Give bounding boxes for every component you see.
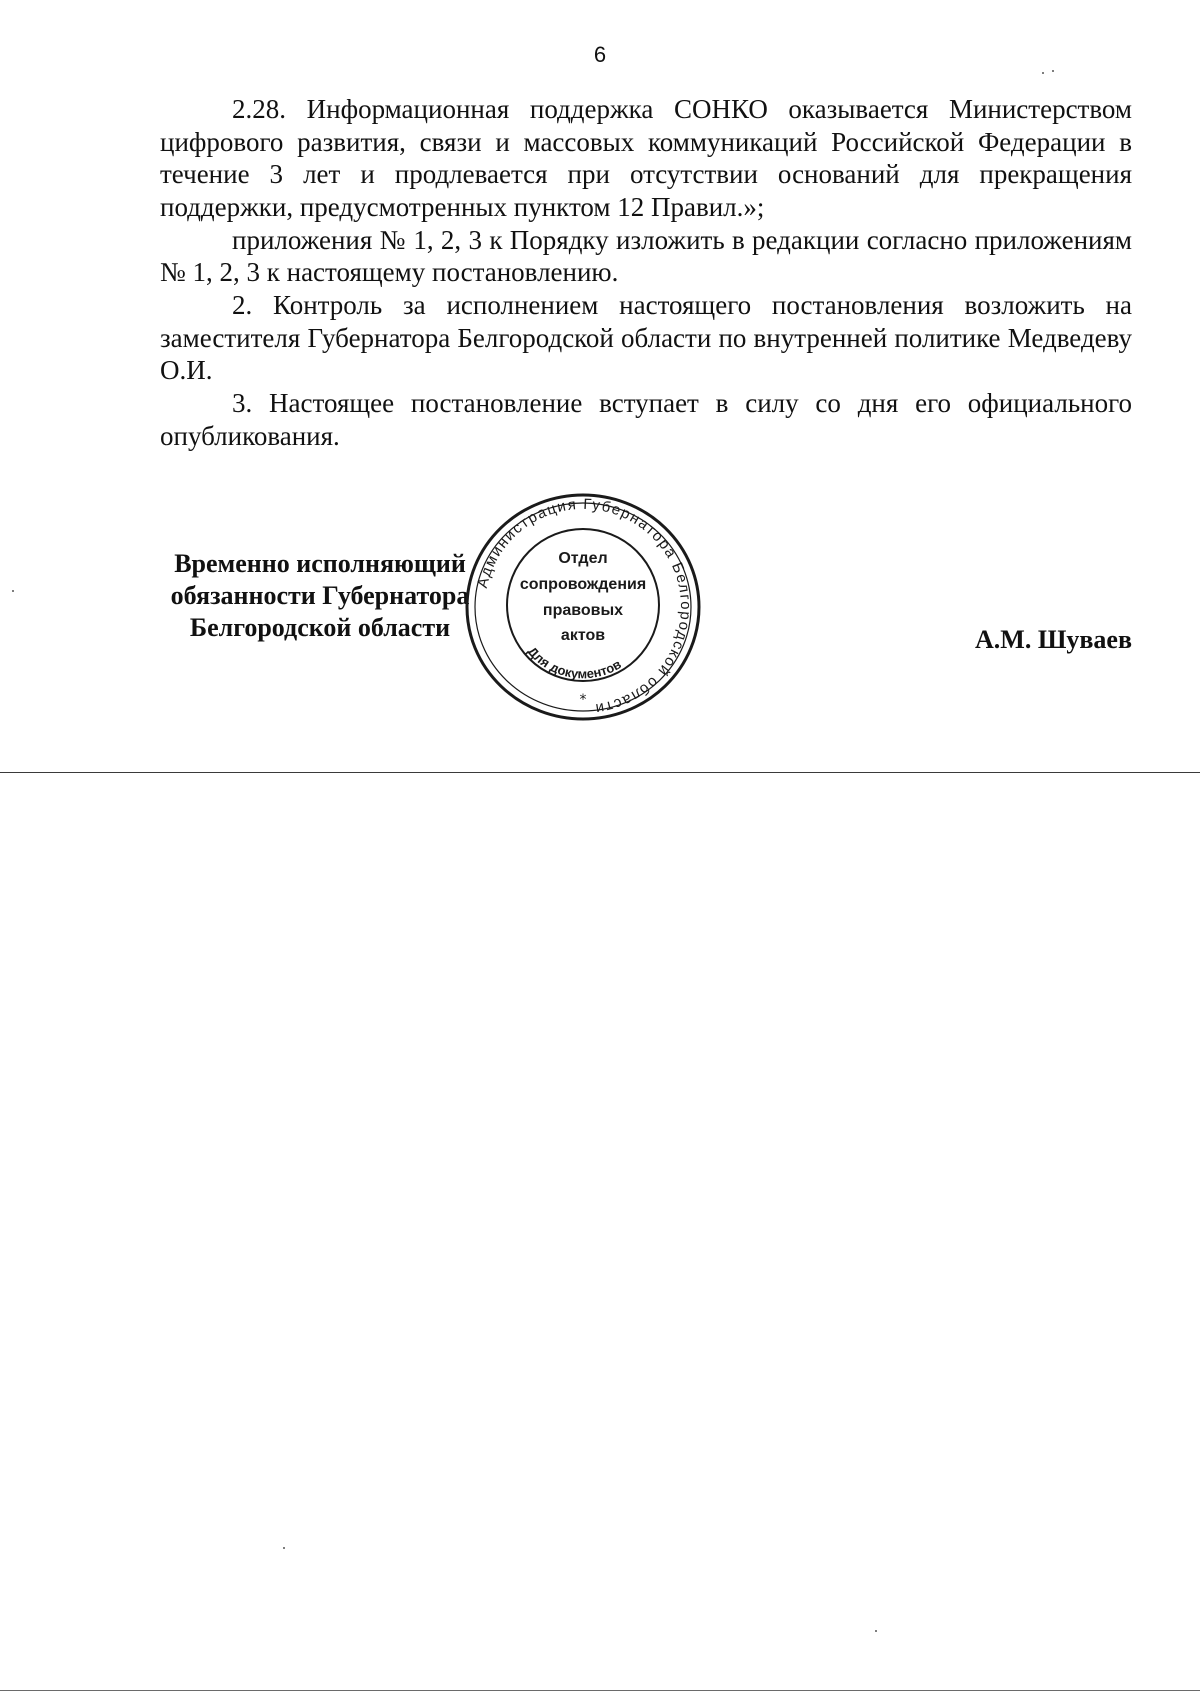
stamp-ring-text: Администрация Губернатора Белгородской области (473, 495, 695, 718)
scan-artifact (1052, 70, 1054, 72)
paragraph-2-28: 2.28. Информационная поддержка СОНКО оказывается Министерством цифрового развития, связи и массовых коммуникаций Российской Федерации в течение 3 лет и продлевается при отсутствии оснований для прекращения поддержки, предусмотренных пунктом 12 Правил.»; (160, 94, 1132, 222)
scan-artifact (12, 590, 14, 592)
paragraph-appendices: приложения № 1, 2, 3 к Порядку изложить в редакции согласно приложениям № 1, 2, 3 к настоящему постановлению. (160, 224, 1132, 287)
stamp-seal-icon (463, 490, 703, 724)
paragraph-effective-date: 3. Настоящее постановление вступает в силу со дня его официального опубликования. (160, 388, 1132, 451)
official-stamp (463, 490, 703, 724)
signatory-name: А.М. Шуваев (975, 625, 1132, 654)
page-number: 6 (593, 42, 607, 67)
stamp-line: правовых (542, 602, 624, 619)
signatory-title-line: Временно исполняющий (174, 549, 466, 578)
signatory-title-line: Белгородской области (189, 613, 451, 642)
horizontal-rule (0, 772, 1200, 773)
scan-artifact (283, 1547, 285, 1549)
scan-artifact (1042, 72, 1044, 74)
bottom-edge-line (0, 1690, 1200, 1691)
document-body (160, 93, 1132, 453)
stamp-line: актов (560, 627, 606, 644)
stamp-star-icon: * (579, 692, 587, 708)
signatory-title-line: обязанности Губернатора (170, 581, 470, 610)
stamp-line: Отдел (558, 550, 608, 567)
stamp-bottom-text: Для документов (524, 643, 624, 682)
signatory-title (160, 548, 480, 644)
paragraph-control: 2. Контроль за исполнением настоящего постановления возложить на заместителя Губернатора Белгородской области по внутренней политике Медведеву О.И. (160, 290, 1132, 385)
stamp-line: сопровождения (519, 576, 647, 593)
scan-artifact (875, 1630, 877, 1632)
